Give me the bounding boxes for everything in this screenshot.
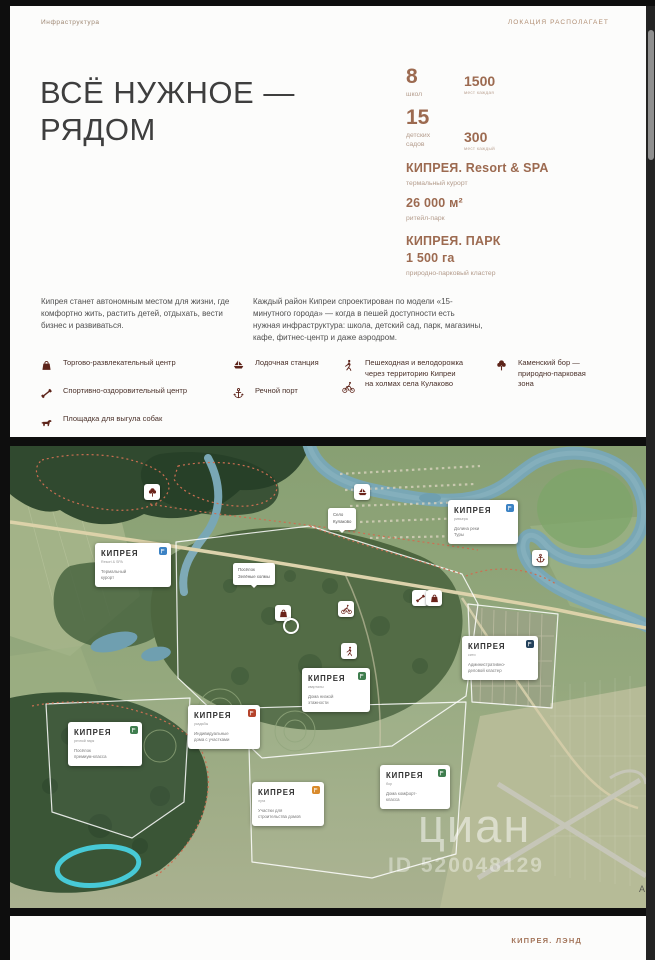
stat-label-line: ритейл-парк (406, 214, 445, 222)
map-card-description-line: Термальный (101, 568, 127, 574)
intro-paragraph-left: Кипрея станет автономным местом для жизни, где комфортно жить, растить детей, отдыхать, вести бизнес и развиваться. (41, 297, 230, 330)
legend-icons (40, 386, 53, 405)
stat-sub (464, 130, 495, 151)
stat-label (406, 90, 452, 99)
stat-sub-label: мест каждая (464, 90, 495, 95)
stat-value (406, 160, 549, 177)
stat-sub-value: 300 (464, 129, 488, 145)
stat-value-line: 15 (406, 106, 430, 129)
stat-value-line: 8 (406, 65, 418, 88)
map-edge-label: А (638, 884, 645, 894)
map-card (448, 500, 518, 544)
legend-item (495, 358, 603, 390)
legend-item (40, 358, 218, 377)
map-card-title: КИПРЕЯ (194, 711, 232, 720)
map-card-description-line: Участки для (258, 807, 283, 813)
stat-sub-label: мест каждый (464, 146, 495, 151)
legend-column (232, 358, 332, 414)
stat-label (406, 131, 452, 149)
map-card (188, 705, 260, 749)
legend-icons (40, 414, 53, 433)
stat-item (406, 233, 501, 277)
map-card-subtitle: Resort & SPA (101, 559, 123, 564)
watermark-text: циан (418, 799, 532, 852)
map-card-title: КИПРЕЯ (454, 506, 492, 515)
stat-label-line: термальный курорт (406, 179, 468, 187)
legend-column (495, 358, 603, 399)
footer (10, 916, 646, 960)
village-label-line: Зелёные холмы (238, 573, 270, 579)
scrollbar-track[interactable] (646, 0, 655, 960)
legend-label: Спортивно-оздоровительный центр (63, 386, 187, 395)
map-card (95, 543, 171, 587)
stat-label-line: природно-парковый кластер (406, 269, 496, 277)
map-card-description-line: Дома комфорт- (386, 790, 417, 796)
legend-label: Торгово-развлекательный центр (63, 358, 176, 367)
walk-map-marker (341, 643, 357, 659)
map-card-title: КИПРЕЯ (468, 642, 506, 651)
village-label-line: Кулаково (333, 518, 352, 524)
stat-value (406, 195, 463, 212)
legend-item (40, 414, 218, 433)
intro-paragraph-right: Каждый район Кипреи спроектирован по модели «15-минутного города» — когда в пешей доступности есть нужная инфраструктура: школа, детский сад, парк, магазины, кафе, фитнес-центр и даже аэродром. (253, 297, 483, 342)
stat-item (406, 160, 549, 187)
stat-value-line: КИПРЕЯ. Resort & SPA (406, 161, 549, 175)
map-card-description-line: Туры (454, 531, 464, 537)
bag-icon (40, 359, 53, 377)
village-label (233, 563, 275, 585)
ring-map-marker (283, 618, 299, 634)
top-border-strip (0, 0, 655, 6)
bike-map-marker (338, 601, 354, 617)
legend-column (40, 358, 218, 442)
left-border-strip (0, 0, 10, 960)
stat-label (406, 215, 463, 222)
bike-icon (342, 381, 355, 399)
stat-value (406, 107, 452, 128)
map-card (462, 636, 538, 680)
brand-logo-icon (130, 726, 138, 734)
page-title-line1: ВСЁ НУЖНОЕ — (40, 75, 295, 110)
stat-value-line: 1 500 га (406, 250, 455, 265)
legend-column (342, 358, 464, 408)
map-card-description-line: курорт (101, 574, 115, 580)
legend-item (342, 358, 464, 399)
walk-icon (342, 359, 355, 377)
map-card-description-line: дома с участками (194, 736, 230, 742)
legend-label: Площадка для выгула собак (63, 414, 163, 423)
map-card-title: КИПРЕЯ (101, 549, 139, 558)
page-title (40, 74, 295, 148)
brand-logo-icon (312, 786, 320, 794)
stat-item (406, 195, 463, 222)
map-section (10, 446, 646, 908)
stat-sub-value: 1500 (464, 73, 496, 89)
brand-logo-icon (358, 672, 366, 680)
map-card-subtitle: сити (468, 652, 476, 657)
brand-logo-icon (248, 709, 256, 717)
map-card-description-line: премиум-класса (74, 753, 107, 759)
map-card-description (101, 569, 165, 582)
stat-label (406, 270, 501, 277)
legend-icons (342, 358, 355, 399)
boat-icon (232, 359, 245, 377)
anchor-map-marker (532, 550, 548, 566)
tree-icon (495, 359, 508, 377)
map-card-title: КИПРЕЯ (74, 728, 112, 737)
map-card (252, 782, 324, 826)
map-overlays (10, 446, 646, 908)
map-card-title: КИПРЕЯ (386, 771, 424, 780)
legend-icons (495, 358, 508, 377)
page (10, 6, 646, 960)
map-card-description-line: деловой кластер (468, 667, 502, 673)
map-card-description-line: класса (386, 796, 400, 802)
map-card-subtitle: ривьера (454, 516, 468, 521)
brand-logo-icon (506, 504, 514, 512)
village-label-line: Посёлок (238, 567, 255, 572)
legend-item (232, 358, 332, 377)
stat-item (406, 66, 452, 99)
map-card-description-line: Индивидуальные (194, 730, 229, 736)
stat-label (406, 180, 549, 187)
map-card-subtitle: усадьбы (194, 721, 209, 726)
map-card-description (258, 808, 318, 821)
dumbbell-icon (40, 387, 53, 405)
header-location-label: ЛОКАЦИЯ РАСПОЛАГАЕТ (507, 19, 609, 26)
map-card-description-line: Административно- (468, 661, 506, 667)
map-legend (32, 358, 636, 430)
map-card (302, 668, 370, 712)
map-card-title: КИПРЕЯ (258, 788, 296, 797)
divider-band-bottom (10, 908, 646, 916)
map-card-title: КИПРЕЯ (308, 674, 346, 683)
map-card-description-line: этажности (308, 699, 329, 705)
legend-icons (232, 386, 245, 405)
legend-label: Каменский бор — природно-парковая зона (518, 358, 586, 388)
legend-label: Речной порт (255, 386, 298, 395)
stats-block (406, 66, 631, 281)
tree-map-marker (144, 484, 160, 500)
legend-icons (232, 358, 245, 377)
brand-logo-icon (159, 547, 167, 555)
map-card-description (74, 748, 136, 761)
page-title-line2: РЯДОМ (40, 112, 156, 147)
legend-icons (40, 358, 53, 377)
map-card-subtitle: кварталы (308, 684, 324, 689)
map-card-description (468, 662, 532, 675)
footer-brand-label: КИПРЕЯ. ЛЭНД (511, 936, 582, 945)
bag-map-marker (426, 590, 442, 606)
legend-label: Лодочная станция (255, 358, 319, 367)
stat-value-line: 26 000 м² (406, 196, 463, 210)
village-label (328, 508, 356, 530)
legend-label: Пешеходная и велодорожка через территорию Кипреи на холмах села Кулаково (365, 358, 464, 388)
breadcrumb: Инфраструктура (41, 19, 100, 26)
map-card (68, 722, 142, 766)
stat-item (406, 107, 452, 149)
boat-map-marker (354, 484, 370, 500)
stat-label-line: школ (406, 91, 423, 98)
map-card-subtitle: луга (258, 798, 266, 803)
map-card-description (194, 731, 254, 744)
stat-value (406, 233, 501, 267)
map-card-description (454, 526, 512, 539)
map-card-description (308, 694, 364, 707)
map-card-subtitle: бор (386, 781, 393, 786)
stat-value (406, 66, 452, 87)
map-card-description-line: Долина реки (454, 525, 480, 531)
map-card-description-line: Посёлок (74, 747, 91, 753)
hero-section (10, 6, 646, 437)
stat-value-line: КИПРЕЯ. ПАРК (406, 234, 501, 248)
map-card-subtitle: речной парк (74, 738, 95, 743)
dog-icon (40, 415, 53, 433)
watermark-id: ID 520048129 (388, 854, 544, 877)
scrollbar-thumb[interactable] (648, 30, 654, 160)
village-label-line: Село (333, 512, 344, 517)
anchor-icon (232, 387, 245, 405)
map-card-description-line: Дома низкой (308, 693, 334, 699)
brand-logo-icon (526, 640, 534, 648)
map-card-description-line: строительства домов (258, 813, 301, 819)
stat-sub (464, 74, 495, 95)
brand-logo-icon (438, 769, 446, 777)
legend-item (40, 386, 218, 405)
stat-label-line: детских (406, 132, 431, 139)
legend-item (232, 386, 332, 405)
stat-label-line: садов (406, 141, 425, 149)
